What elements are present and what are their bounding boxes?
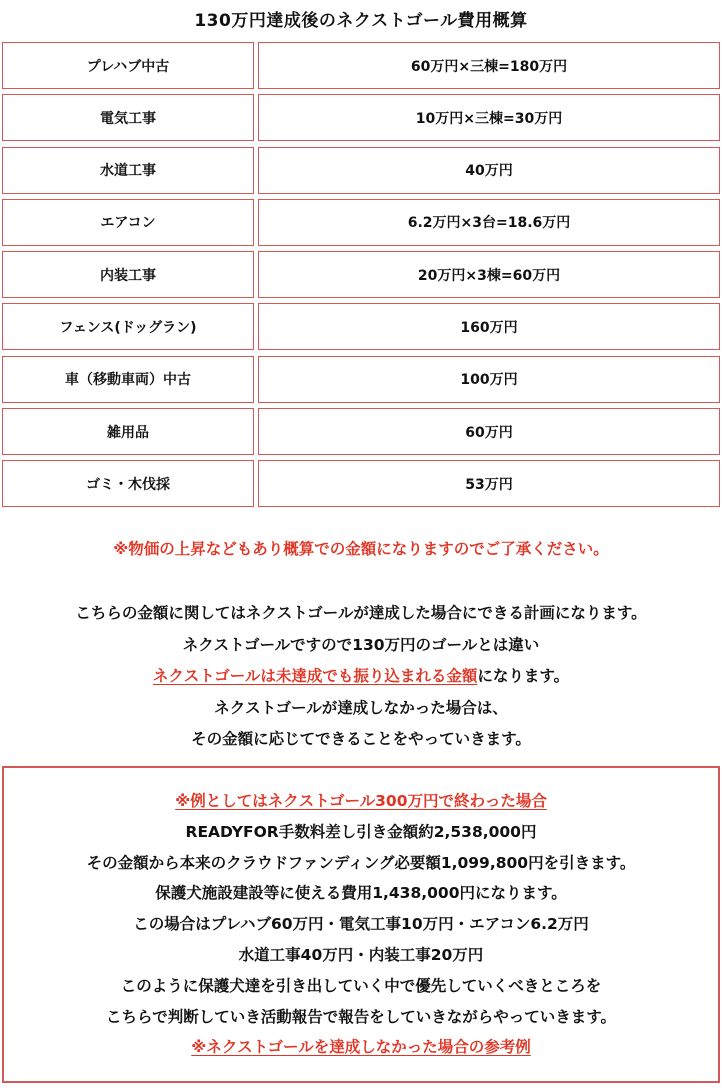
cost-cell: 53万円 [258, 460, 720, 507]
item-cell: 内装工事 [2, 251, 254, 298]
item-cell: エアコン [2, 199, 254, 246]
cost-cell: 60万円 [258, 408, 720, 455]
cost-cell: 60万円×三棟=180万円 [258, 42, 720, 89]
example-line: こちらで判断していき活動報告で報告をしていきながらやっていきます。 [105, 1007, 617, 1026]
explanation-line: ネクストゴールですので130万円のゴールとは違い [182, 635, 540, 654]
example-line: その金額から本来のクラウドファンディング必要額1,099,800円を引きます。 [86, 853, 636, 872]
example-line: 水道工事40万円・内装工事20万円 [238, 945, 484, 964]
explanation-line: その金額に応じてできることをやっていきます。 [191, 730, 531, 748]
example-heading: ※例としてはネクストゴール300万円で終わった場合 [175, 792, 547, 810]
table-row [0, 42, 722, 89]
table-row [0, 94, 722, 141]
page-title: 130万円達成後のネクストゴール費用概算 [194, 11, 528, 31]
item-cell: 雑用品 [2, 408, 254, 455]
example-line: READYFOR手数料差し引き金額約2,538,000円 [185, 822, 537, 841]
example-line: この場合はプレハブ60万円・電気工事10万円・エアコン6.2万円 [133, 915, 589, 934]
table-row [0, 356, 722, 403]
example-footer: ※ネクストゴールを達成しなかった場合の参考例 [191, 1038, 531, 1057]
explanation-line: ネクストゴールが達成しなかった場合は、 [214, 698, 508, 717]
explanation-text: になります。 [477, 667, 570, 685]
cost-cell: 20万円×3棟=60万円 [258, 251, 720, 298]
cost-cell: 10万円×三棟=30万円 [258, 94, 720, 141]
explanation-line [0, 661, 722, 693]
table-row [0, 303, 722, 350]
explanation-block [0, 598, 722, 756]
cost-cell: 6.2万円×3台=18.6万円 [258, 199, 720, 246]
example-line: このように保護犬達を引き出していく中で優先していくべきところを [120, 976, 602, 995]
item-cell: ゴミ・木伐採 [2, 460, 254, 507]
item-cell: 水道工事 [2, 147, 254, 194]
item-cell: フェンス(ドッグラン) [2, 303, 254, 350]
explanation-line: こちらの金額に関してはネクストゴールが達成した場合にできる計画になります。 [75, 604, 647, 622]
example-line: 保護犬施設建設等に使える費用1,438,000円になります。 [155, 884, 567, 903]
table-row [0, 251, 722, 298]
cost-cell: 160万円 [258, 303, 720, 350]
cost-cell: 40万円 [258, 147, 720, 194]
price-disclaimer: ※物価の上昇などもあり概算での金額になりますのでご了承ください。 [113, 540, 609, 558]
item-cell: 車（移動車両）中古 [2, 356, 254, 403]
item-cell: 電気工事 [2, 94, 254, 141]
table-row [0, 460, 722, 507]
example-box [2, 766, 720, 1083]
cost-cell: 100万円 [258, 356, 720, 403]
table-row [0, 147, 722, 194]
table-row [0, 199, 722, 246]
table-row [0, 408, 722, 455]
item-cell: プレハブ中古 [2, 42, 254, 89]
cost-table [0, 42, 722, 513]
highlight-text: ネクストゴールは未達成でも振り込まれる金額 [152, 667, 478, 685]
